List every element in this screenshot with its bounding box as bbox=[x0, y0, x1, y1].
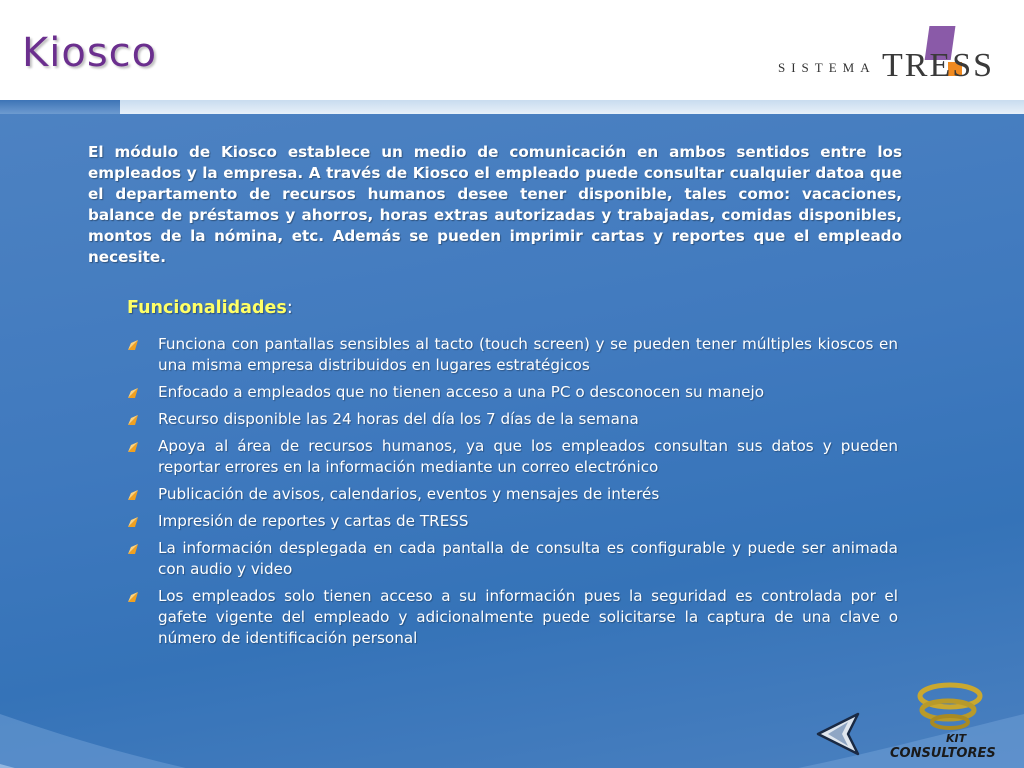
list-item bbox=[127, 334, 898, 376]
arrow-bullet-icon bbox=[127, 387, 139, 399]
list-item bbox=[127, 382, 898, 403]
logo-text-kit: KIT bbox=[946, 732, 967, 745]
list-item-text: Apoya al área de recursos humanos, ya que los empleados consultan sus datos y pueden reportar errores en la información mediante un correo electrónico bbox=[158, 437, 898, 476]
section-heading-text: Funcionalidades bbox=[127, 298, 287, 318]
list-item bbox=[127, 511, 898, 532]
list-item bbox=[127, 436, 898, 478]
back-arrow-icon[interactable] bbox=[814, 712, 862, 756]
section-heading-colon: : bbox=[286, 298, 293, 318]
list-item bbox=[127, 484, 898, 505]
arrow-bullet-icon bbox=[127, 441, 139, 453]
list-item-text: Funciona con pantallas sensibles al tacto (touch screen) y se pueden tener múltiples kioscos en una misma empresa distribuidos en lugares estratégicos bbox=[158, 335, 898, 374]
list-item bbox=[127, 538, 898, 580]
logo-ring-inner bbox=[932, 716, 968, 728]
list-item-text: Impresión de reportes y cartas de TRESS bbox=[158, 512, 469, 530]
header-stripe-accent bbox=[0, 100, 120, 114]
section-heading bbox=[127, 298, 293, 318]
decorative-wave bbox=[0, 674, 1024, 768]
intro-paragraph: El módulo de Kiosco establece un medio de comunicación en ambos sentidos entre los empleados y la empresa. A través de Kiosco el empleado puede consultar cualquier datoa que el departamento de recursos humanos desee tener disponible, tales como: vacaciones, balance de préstamos y ahorros, horas extras autorizadas y trabajadas, comidas disponibles, montos de la nómina, etc. Además se pueden imprimir cartas y reportes que el empleado necesite. bbox=[88, 143, 902, 266]
list-item bbox=[127, 409, 898, 430]
logo-prefix: SISTEMA bbox=[778, 60, 876, 75]
list-item-text: Recurso disponible las 24 horas del día los 7 días de la semana bbox=[158, 410, 639, 428]
list-item-text: Enfocado a empleados que no tienen acceso a una PC o desconocen su manejo bbox=[158, 383, 765, 401]
list-item-text: Publicación de avisos, calendarios, eventos y mensajes de interés bbox=[158, 485, 660, 503]
arrow-bullet-icon bbox=[127, 516, 139, 528]
arrow-bullet-icon bbox=[127, 543, 139, 555]
logo-text-consultores: CONSULTORES bbox=[890, 746, 996, 761]
header-stripe bbox=[0, 100, 1024, 114]
logo-brand: TRESS bbox=[882, 47, 995, 84]
list-item bbox=[127, 586, 898, 649]
page-title: Kiosco bbox=[22, 30, 158, 76]
arrow-bullet-icon bbox=[127, 339, 139, 351]
feature-list bbox=[127, 334, 898, 655]
list-item-text: Los empleados solo tienen acceso a su información pues la seguridad es controlada por el gafete vigente del empleado y adicionalmente puede solicitarse la captura de una clave o número de identificación personal bbox=[158, 587, 898, 647]
sistema-tress-logo bbox=[770, 22, 1010, 88]
header-bar bbox=[0, 0, 1024, 102]
arrow-bullet-icon bbox=[127, 414, 139, 426]
arrow-bullet-icon bbox=[127, 591, 139, 603]
list-item-text: La información desplegada en cada pantalla de consulta es configurable y puede ser animada con audio y video bbox=[158, 539, 898, 578]
arrow-bullet-icon bbox=[127, 489, 139, 501]
kit-consultores-logo bbox=[888, 678, 1014, 762]
